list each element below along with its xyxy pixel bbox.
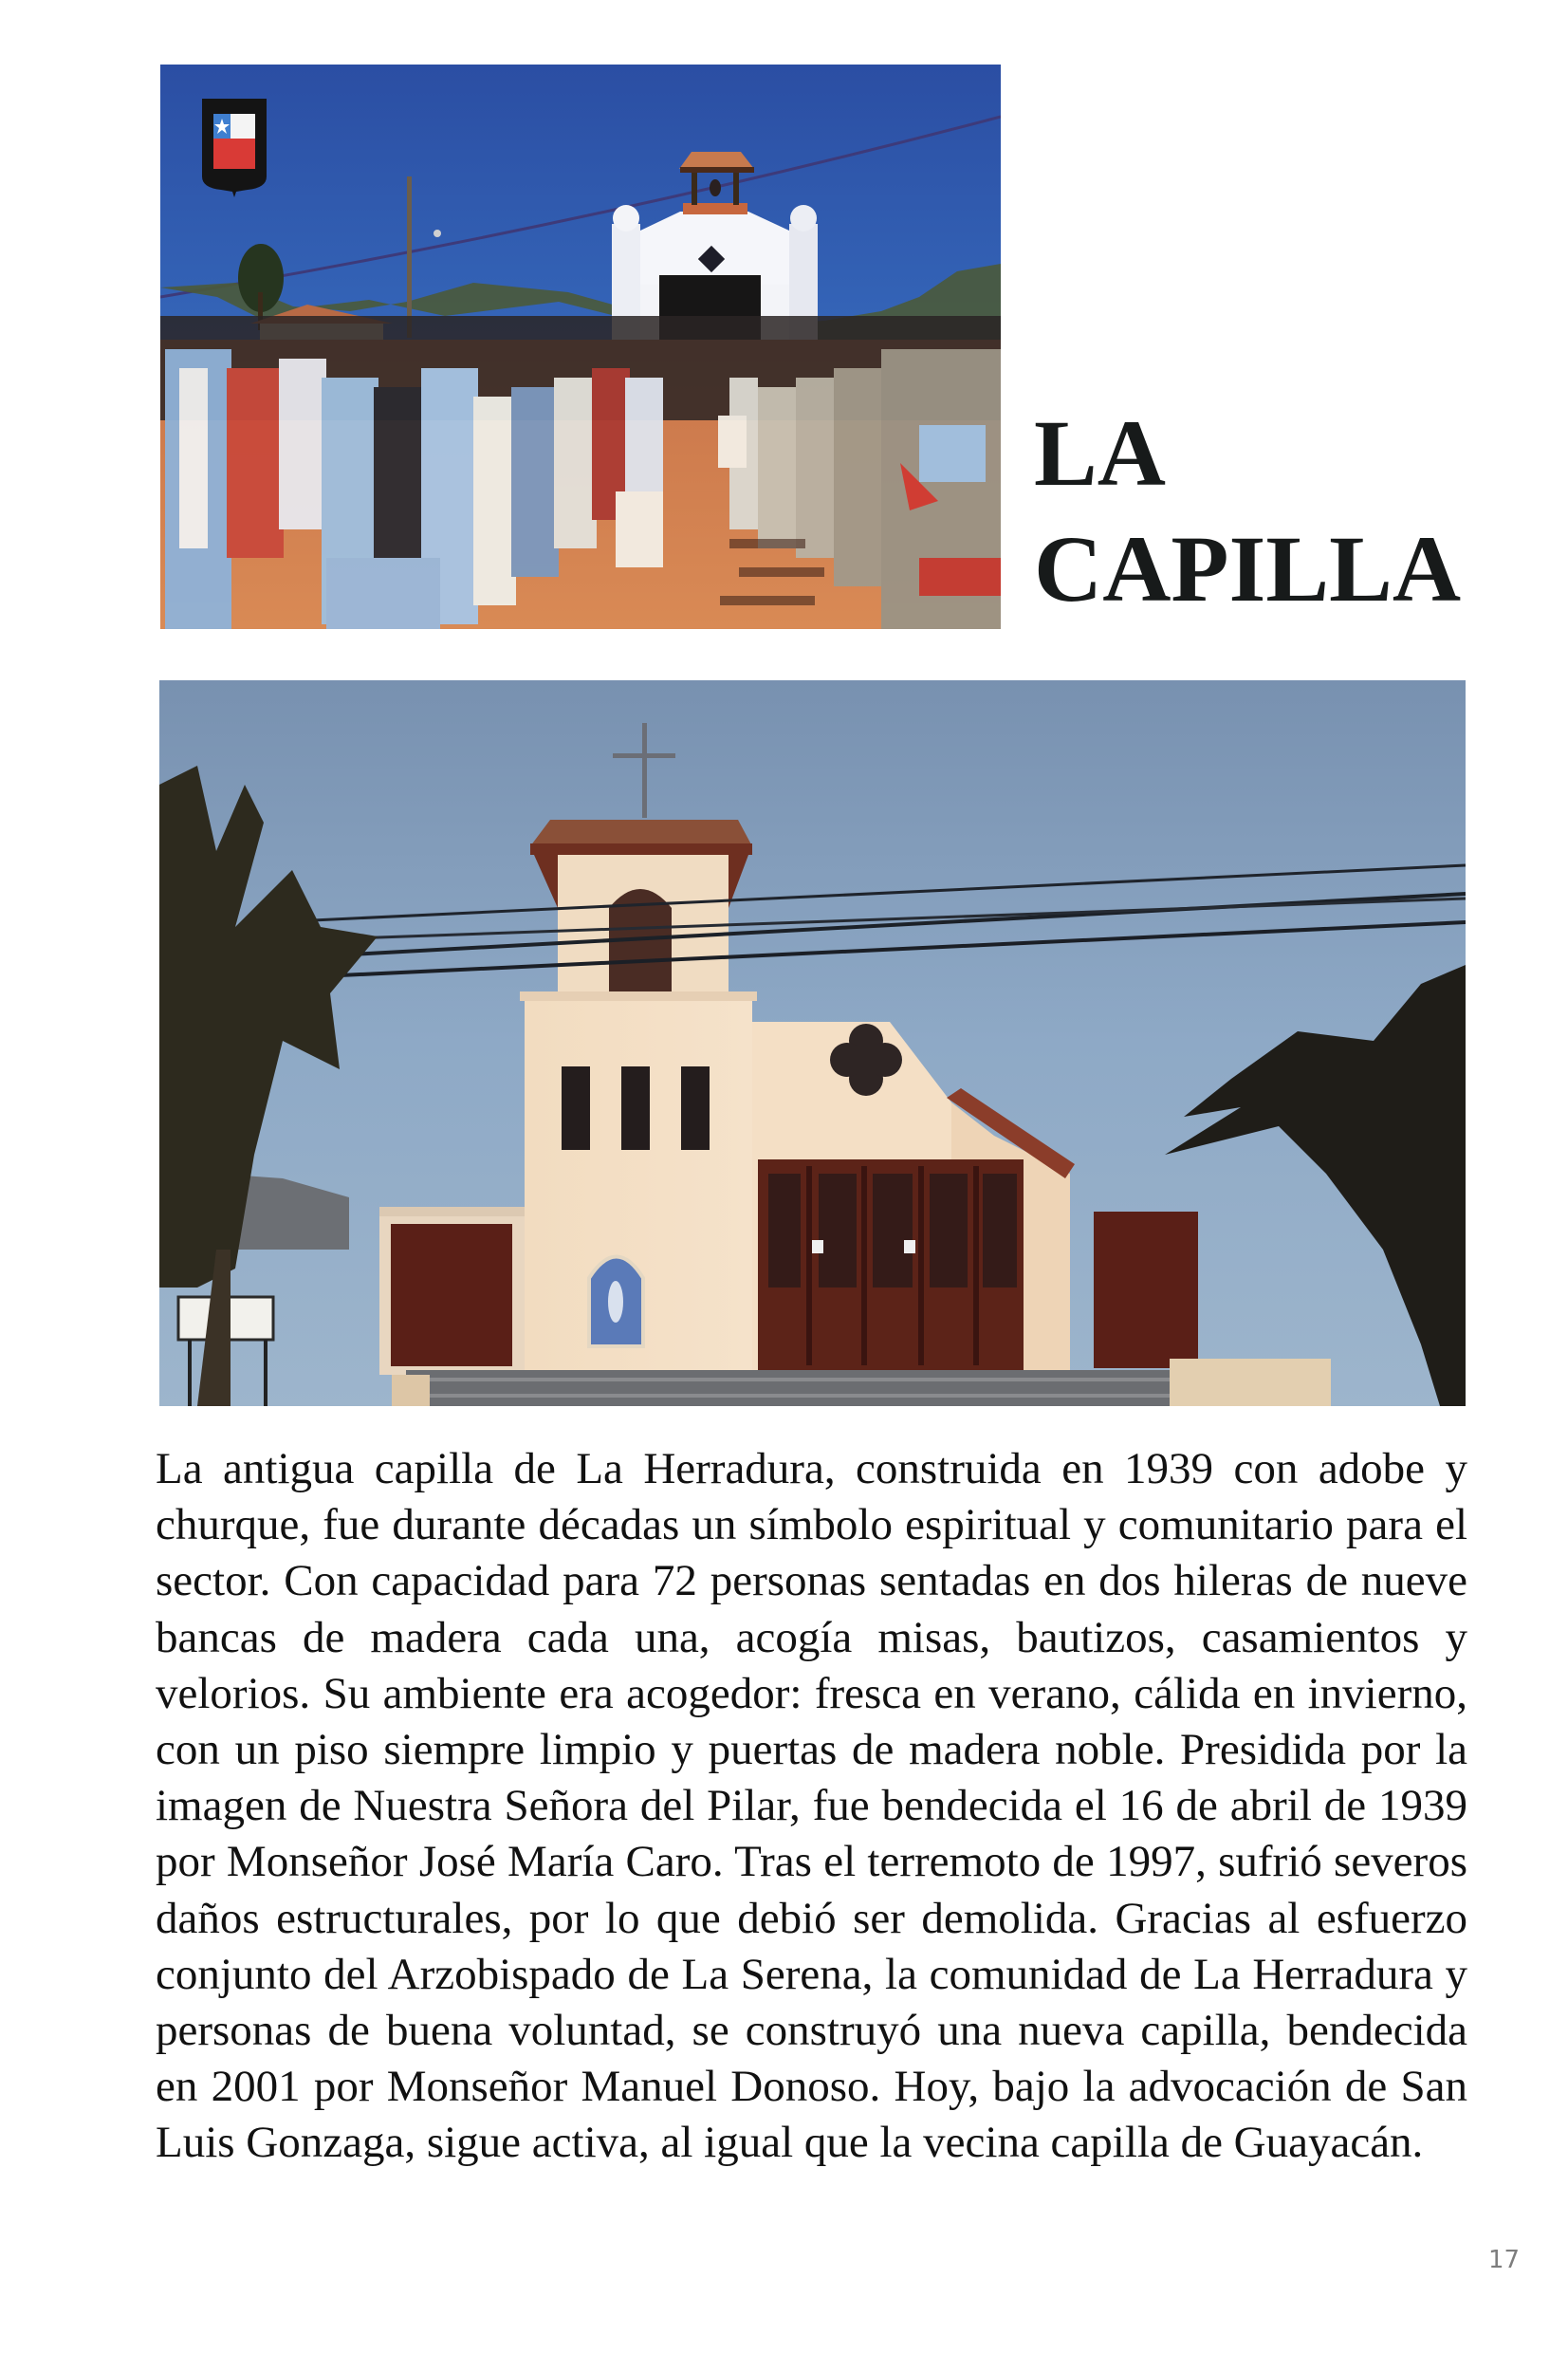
church-photo-image: [159, 680, 1466, 1406]
title-line-1: LA: [1034, 400, 1166, 506]
church-photo: [159, 680, 1466, 1406]
title-line-2: CAPILLA: [1034, 516, 1462, 621]
body-paragraph: La antigua capilla de La Herradura, construida en 1939 con adobe y churque, fue durante décadas un símbolo espiritual y comunitario para el sector. Con capacidad para 72 personas sentadas en dos hileras de nueve bancas de madera cada una, acogía misas, bautizos, casamientos y velorios. Su ambiente era acogedor: fresca en verano, cálida en invierno, con un piso siempre limpio y puertas de madera noble. Presidida por la imagen de Nuestra Señora del Pilar, fue bendecida el 16 de abril de 1939 por Monseñor José María Caro. Tras el terremoto de 1997, sufrió severos daños estructurales, por lo que debió ser demolida. Gracias al esfuerzo conjunto del Arzobispado de La Serena, la comunidad de La Herradura y personas de buena voluntad, se construyó una nueva capilla, bendecida en 2001 por Monseñor Manuel Donoso. Hoy, bajo la advocación de San Luis Gonzaga, sigue activa, al igual que la vecina capilla de Guayacán.: [156, 1444, 1467, 2168]
procession-photo: [160, 65, 1001, 629]
chile-flag-shield-icon: [202, 99, 267, 197]
procession-photo-image: [160, 65, 1001, 629]
page-number: 17: [1488, 2246, 1521, 2274]
